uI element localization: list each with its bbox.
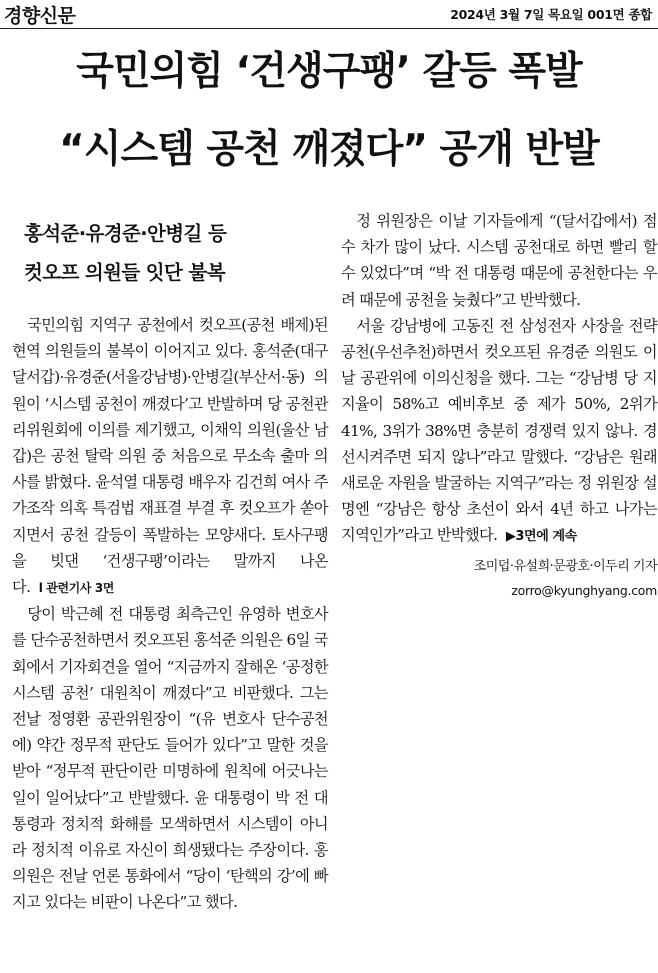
masthead <box>0 0 658 29</box>
related-article-note: l 관련기사 3면 <box>38 581 114 596</box>
newspaper-name: 경향신문 <box>4 5 76 27</box>
reporter-email: zorro@kyunghyang.com <box>511 582 657 598</box>
subheadline-line-2: 컷오프 의원들 잇단 불복 <box>24 261 225 284</box>
subheadline <box>24 214 328 292</box>
paragraph-1-text: 국민의힘 지역구 공천에서 컷오프(공천 배제)된 현역 의원들의 불복이 이어지고 있다. 홍석준(대구달서갑)·유경준(서울강남병)·안병길(부산서·동) 의원이 ‘시스템 공천이 깨졌다’고 반발하며 당 공천관리위원회에 이의를 제기했고, 이채익 의원(울산 남갑)은 공천 탈락 의원 중 처음으로 무소속 출마 의사를 밝혔다. 윤석열 대통령 배우자 김건희 여사 주가조작 의혹 특검법 재표결 부결 후 컷오프가 쏟아지면서 공천 갈등이 폭발하는 모양새다. 토사구팽을 빗댄 ‘건생구팽’이라는 말까지 나온다. <box>12 316 328 597</box>
subheadline-line-1: 홍석준·유경준·안병길 등 <box>24 222 227 245</box>
continued-note: ▶3면에 계속 <box>505 529 577 545</box>
headline-line-2: “시스템 공천 깨졌다” 공개 반발 <box>59 127 599 172</box>
paragraph-4-text: 서울 강남병에 고동진 전 삼성전자 사장을 전략공천(우선추천)하면서 컷오프된 유경준 의원도 이날 공관위에 이의신청을 했다. 그는 “강남병 당 지지율이 58%고 예비후보 중 제가 50%, 2위가 41%, 3위가 38%면 충분히 경쟁력 있지 않나. 경선시켜주면 되지 않나”라고 말했다. “강남은 원래 새로운 자원을 발굴하는 지역구”라는 정 위원장 설명엔 “강남은 항상 초선이 와서 4년 하고 나가는 지역인가”라고 반박했다. <box>341 316 657 545</box>
article-paragraph-4 <box>341 313 657 551</box>
article-column-left <box>12 208 328 916</box>
byline: 조미덥·유설희·문광호·이두리 기자 <box>473 558 657 574</box>
article-paragraph-1 <box>12 312 328 601</box>
article-column-right <box>341 208 657 603</box>
headline-line-1: 국민의힘 ‘건생구팽’ 갈등 폭발 <box>76 49 582 94</box>
article-paragraph-3: 정 위원장은 이날 기자들에게 “(달서갑에서) 점수 차가 많이 났다. 시스템 공천대로 하면 빨리 할 수 있었다”며 “박 전 대통령 때문에 공천한다는 우려 때문에 공천을 늦췄다”고 반박했다. <box>341 212 657 309</box>
article-paragraph-2: 당이 박근혜 전 대통령 최측근인 유영하 변호사를 단수공천하면서 컷오프된 홍석준 의원은 6일 국회에서 기자회견을 열어 “지금까지 잘해온 ‘공정한 시스템 공천’ 대원칙이 깨졌다”고 비판했다. 그는 전날 정영환 공관위원장이 “(유 변호사 단수공천에) 약간 정무적 판단도 들어가 있다”고 말한 것을 받아 “정무적 판단이란 미명하에 원칙에 어긋나는 일이 일어났다”고 반발했다. 윤 대통령이 박 전 대통령과 정치적 화해를 모색하면서 시스템이 아니라 정치적 이유로 자신이 희생됐다는 주장이다. 홍 의원은 전날 언론 통화에서 “당이 ‘탄핵의 강’에 빠지고 있다는 비판이 나온다”고 했다. <box>12 605 328 912</box>
dateline: 2024년 3월 7일 목요일 001면 종합 <box>450 7 652 22</box>
